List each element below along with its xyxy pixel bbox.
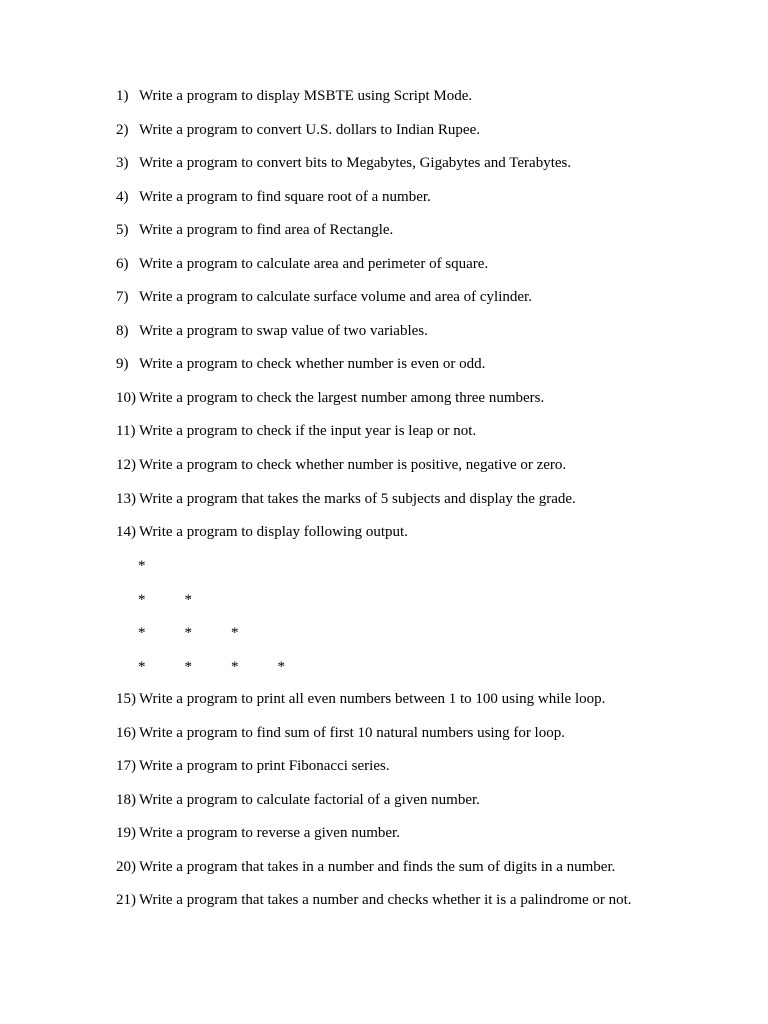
- question-item: [116, 724, 632, 758]
- question-text: Write a program that takes a number and checks whether it is a palindrome or not.: [139, 892, 632, 909]
- question-item: [116, 422, 576, 456]
- question-text: Write a program to swap value of two variables.: [139, 322, 428, 339]
- star-glyph: *: [138, 658, 146, 675]
- question-item: [116, 288, 576, 322]
- question-item: [116, 490, 576, 524]
- question-text: Write a program to convert U.S. dollars to Indian Rupee.: [139, 121, 480, 138]
- question-text: Write a program to print Fibonacci series.: [139, 758, 390, 775]
- question-text: Write a program to check if the input year is leap or not.: [139, 423, 477, 440]
- question-text: Write a program to reverse a given number.: [139, 825, 400, 842]
- question-number: 21): [116, 892, 136, 909]
- question-number: 3): [116, 155, 129, 172]
- star-glyph: *: [138, 558, 146, 574]
- question-list-part1: [116, 87, 576, 557]
- question-item: [116, 858, 632, 892]
- question-number: 13): [116, 490, 136, 507]
- star-glyph: *: [138, 591, 146, 608]
- star-glyph: *: [184, 591, 192, 608]
- question-number: 2): [116, 121, 129, 138]
- question-item: [116, 322, 576, 356]
- question-number: 8): [116, 322, 129, 339]
- question-number: 14): [116, 524, 136, 541]
- question-text: Write a program to find square root of a number.: [139, 188, 431, 205]
- question-text: Write a program to display following output.: [139, 524, 408, 541]
- question-number: 15): [116, 691, 136, 707]
- question-list-part2: [116, 690, 632, 925]
- question-number: 17): [116, 758, 136, 775]
- question-number: 6): [116, 255, 129, 272]
- question-text: Write a program to calculate area and perimeter of square.: [139, 255, 489, 272]
- question-item: [116, 891, 632, 925]
- question-item: [116, 824, 632, 858]
- question-item: [116, 355, 576, 389]
- question-text: Write a program to check the largest number among three numbers.: [139, 389, 545, 406]
- question-item: [116, 87, 576, 121]
- question-item: [116, 690, 632, 724]
- star-glyph: *: [231, 658, 239, 675]
- question-text: Write a program to calculate factorial of a given number.: [139, 791, 480, 808]
- question-number: 16): [116, 724, 136, 741]
- question-number: 7): [116, 289, 129, 306]
- question-text: Write a program to check whether number is positive, negative or zero.: [139, 457, 567, 474]
- star-glyph: *: [231, 625, 239, 642]
- question-number: 10): [116, 389, 136, 406]
- question-text: Write a program to find area of Rectangle.: [139, 222, 394, 239]
- question-item: [116, 255, 576, 289]
- question-item: [116, 523, 576, 557]
- star-glyph: *: [138, 625, 146, 642]
- question-text: Write a program to calculate surface volume and area of cylinder.: [139, 289, 532, 306]
- question-number: 12): [116, 457, 136, 474]
- question-number: 19): [116, 825, 136, 842]
- question-number: 5): [116, 222, 129, 239]
- question-item: [116, 757, 632, 791]
- question-text: Write a program to convert bits to Megabytes, Gigabytes and Terabytes.: [139, 155, 572, 172]
- question-item: [116, 389, 576, 423]
- star-glyph: *: [277, 658, 285, 675]
- question-number: 11): [116, 423, 136, 440]
- question-text: Write a program to display MSBTE using Script Mode.: [139, 88, 473, 104]
- question-item: [116, 121, 576, 155]
- question-text: Write a program to print all even numbers between 1 to 100 using while loop.: [139, 691, 606, 707]
- question-item: [116, 188, 576, 222]
- question-number: 18): [116, 791, 136, 808]
- star-glyph: *: [184, 658, 192, 675]
- question-number: 9): [116, 356, 129, 373]
- question-text: Write a program that takes the marks of 5 subjects and display the grade.: [139, 490, 576, 507]
- question-item: [116, 221, 576, 255]
- question-number: 1): [116, 88, 129, 104]
- question-number: 4): [116, 188, 129, 205]
- question-item: [116, 791, 632, 825]
- question-item: [116, 154, 576, 188]
- question-item: [116, 456, 576, 490]
- star-glyph: *: [184, 625, 192, 642]
- question-number: 20): [116, 858, 136, 875]
- question-text: Write a program to check whether number is even or odd.: [139, 356, 486, 373]
- question-text: Write a program that takes in a number and finds the sum of digits in a number.: [139, 858, 616, 875]
- question-text: Write a program to find sum of first 10 natural numbers using for loop.: [139, 724, 565, 741]
